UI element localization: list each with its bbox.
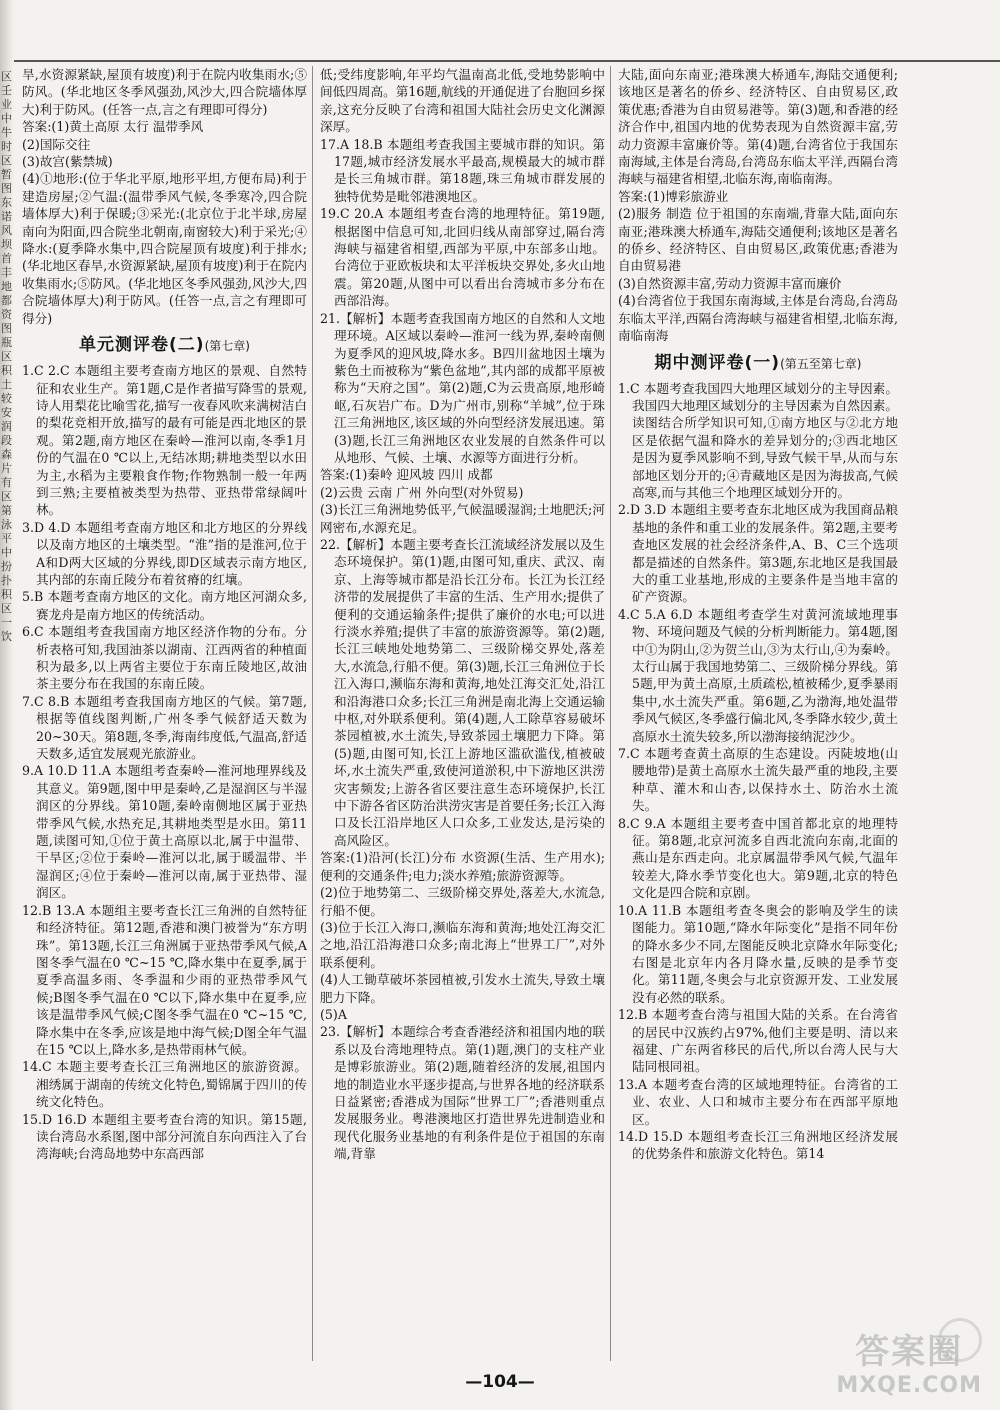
answer-text: (3)故宫(紫禁城) (22, 154, 113, 170)
section-title-text: 期中测评卷(一) (654, 352, 781, 373)
answer-text: (4)台湾省位于我国东南海域,主体是台湾岛,台湾岛东临太平洋,西隔台湾海峡与福建省相望,北临东海,南临南海 (618, 293, 898, 344)
answer-text: (2)国际交往 (22, 136, 91, 152)
section-title-range: (第七章) (204, 339, 250, 354)
page-gutter (0, 0, 14, 1410)
column-middle (320, 66, 605, 1361)
answer-item: 12.B 13.A 本题组主要考查长江三角洲的自然特征和经济特征。第12题,香港和澳门被誉为“东方明珠”。第13题,长江三角洲属于亚热带季风气候,A图冬季气温在0 ℃~15 ℃,降水集中在夏季,属于夏季高温多雨、冬季温和少雨的亚热带季风气候;B图冬季气温在0 ℃以下,降水集中在夏季,应该是温带季风气候;C图冬季气温在0 ℃~15 ℃,降水集中在冬季,应该是地中海气候;D图全年气温在15 ℃以上,降水多,是热带雨林气候。 (22, 902, 307, 1057)
answer-item: 7.C 8.B 本题组考查我国南方地区的气候。第7题,根据等值线图判断,广州冬季气候舒适天数为20~30天。第8题,冬季,海南纬度低,气温高,舒适天数多,适宜发展观光旅游业。 (22, 693, 307, 762)
answer-item: 12.B 本题考查台湾与祖国大陆的关系。在台湾省的居民中汉族约占97%,他们主要是明、清以来福建、广东两省移民的后代,所以台湾人民与大陆同根同祖。 (618, 1007, 898, 1075)
gutter-text: 区壬业中牛时区暂图东诺风坝首丰地都资图瓶区积土较安润段森片有区第泳平中扮扑积区一饮 (1, 70, 12, 643)
answer-text: (2)服务 制造 位于祖国的东南端,背靠大陆,面向东南亚;港珠澳大桥通车,海陆交通便利;该地区是著名的侨乡、经济特区、自由贸易区,政策优惠;香港为自由贸易港 (618, 206, 898, 274)
answer-item: 22.【解析】本题主要考查长江流域经济发展以及生态环境保护。第(1)题,由图可知,重庆、武汉、南京、上海等城市都是沿长江分布。长江为长江经济带的发展提供了丰富的生活、生产用水;提供了便利的交通运输条件;提供了廉价的水电;可以进行淡水养殖;提供了丰富的旅游资源等。第(2)题,长江三峡地处地势第二、三级阶梯交界处,落差大,水流急,行船不便。第(3)题,长江三角洲位于长江入海口,濒临东海和黄海,地处江海交汇处,沿江和沿海港口众多;长江三角洲是南北海上交通运输中枢,对外联系便利。第(4)题,人工除草容易破坏茶园植被,水土流失,导致茶园土壤肥力下降。第(5)题,由图可知,长江上游地区滥砍滥伐,植被破坏,水土流失严重,致使河道淤积,中下游地区洪涝灾害频发;上游各省区要注意生态环境保护,长江中下游各省区防治洪涝灾害是首要任务;长江入海口及长江沿岸地区人口众多,工业发达,是污染的高风险区。 (320, 536, 605, 848)
answer-item: 1.C 本题考查我国四大地理区域划分的主导因素。我国四大地理区域划分的主导因素为自然因素。读图结合所学知识可知,①南方地区与②北方地区是依据气温和降水的差异划分的;③西北地区是因为夏季风影响不到,导致气候干旱,从而与东部地区划分开的;④青藏地区是因为海拔高,气候高寒,而与其他三个地理区域划分开的。 (618, 380, 898, 500)
column-divider (610, 66, 611, 1361)
answer-item: 19.C 20.A 本题组考查台湾的地理特征。第19题,根据图中信息可知,北回归线从南部穿过,隔台湾海峡与福建省相望,西部为平原,中东部多山地。台湾位于亚欧板块和太平洋板块交界处,多火山地震。第20题,从图中可以看出台湾城市多分布在西部沿海。 (320, 206, 605, 309)
answer-text: 低;受纬度影响,年平均气温南高北低,受地势影响中间低四周高。第16题,航线的开通促进了台胞回乡探亲,这充分反映了台湾和祖国大陆社会历史文化渊源深厚。 (320, 67, 605, 135)
answer-text: 旱,水资源紧缺,屋顶有坡度)利于在院内收集雨水;⑤防风。(华北地区冬季风强劲,风沙大,四合院墙体厚大)利于防风。(任答一点,言之有理即可得分) (22, 67, 307, 117)
watermark-url: MXQE.COM (836, 1373, 982, 1398)
answer-text: 答案:(1)博彩旅游业 (618, 188, 729, 204)
section-title-range: (第五至第七章) (780, 356, 862, 371)
answer-item: 15.D 16.D 本题组主要考查台湾的知识。第15题,读台湾岛水系图,图中部分河流自东向西注入了台湾海峡;台湾岛地势中东高西部 (22, 1111, 307, 1162)
answer-item: 2.D 3.D 本题组主要考查东北地区成为我国商品粮基地的条件和重工业的发展条件。第2题,主要考查地区发展的社会经济条件,A、B、C三个选项都是描述的自然条件。第3题,东北地区是我国最大的重工业基地,形成的主要条件是当地丰富的矿产资源。 (618, 502, 898, 605)
answer-item: 8.C 9.A 本题组主要考查中国首都北京的地理特征。第8题,北京河流多自西北流向东南,北面的燕山是东西走向。北京属温带季风气候,气温年较差大,降水季节变化也大。第9题,北京的特色文化是四合院和京剧。 (618, 815, 898, 901)
watermark-logo: 答案圈 (855, 1332, 964, 1372)
answer-item: 7.C 本题考查黄土高原的生态建设。丙陡坡地(山腰地带)是黄土高原水土流失最严重的地段,主要种草、灌木和山杏,以保持水土、防治水土流失。 (618, 746, 898, 814)
answer-text: (3)位于长江入海口,濒临东海和黄海;地处江海交汇之地,沿江沿海港口众多;南北海上“世界工厂”,对外联系便利。 (320, 919, 605, 970)
answer-item: 14.C 本题主要考查长江三角洲地区的旅游资源。湘绣属于湖南的传统文化特色,蜀锦属于四川的传统文化特色。 (22, 1059, 307, 1110)
answer-item: 5.B 本题考查南方地区的文化。南方地区河湖众多,赛龙舟是南方地区的传统活动。 (22, 589, 307, 622)
top-rule (14, 60, 1000, 62)
section-title-text: 单元测评卷(二) (79, 335, 205, 356)
answer-text: 答案:(1)沿河(长江)分布 水资源(生活、生产用水);便利的交通条件;电力;淡水养殖;旅游资源等。 (320, 850, 605, 883)
answer-text: (4)①地形:(位于华北平原,地形平坦,方便布局)利于建造房屋;②气温:(温带季风气候,冬季寒冷,四合院墙体厚大)利于保暖;③采光:(北京位于北半球,房屋南向为阳面,四合院坐北朝南,南窗较大)利于采光;④降水:(夏季降水集中,四合院屋顶有坡度)利于排水;(华北地区春旱,水资源紧缺,屋顶有坡度)利于在院内收集雨水;⑤防风。(华北地区冬季风强劲,风沙大,四合院墙体厚大)利于防风。(任答一点,言之有理即可得分) (22, 171, 307, 326)
answer-text: 答案:(1)秦岭 迎风坡 四川 成都 (320, 467, 493, 483)
column-divider (312, 66, 313, 1361)
section-title (22, 333, 307, 358)
answer-text: (5)A (320, 1006, 347, 1022)
answer-item: 4.C 5.A 6.D 本题组考查学生对黄河流域地理事物、环境问题及气候的分析判断能力。第4题,图中①为阴山,②为贺兰山,③为太行山,④为秦岭。太行山属于我国地势第二、三级阶梯分界线。第5题,甲为黄土高原,土质疏松,植被稀少,夏季暴雨集中,水土流失严重。第6题,乙为渤海,地处温带季风气候区,冬季盛行偏北风,冬季降水较少,黄土高原水土流失较多,所以渤海接纳泥沙少。 (618, 606, 898, 744)
answer-item: 23.【解析】本题综合考查香港经济和祖国内地的联系以及台湾地理特点。第(1)题,澳门的支柱产业是博彩旅游业。第(2)题,随着经济的发展,祖国内地的制造业水平逐步提高,与世界各地的经济联系日益紧密;香港成为国际“世界工厂”;香港则重点发展服务业。粤港澳地区打造世界先进制造业和现代化服务业基地的有利条件是位于祖国的东南端,背靠 (320, 1024, 605, 1162)
answer-item: 10.A 11.B 本题组考查冬奥会的影响及学生的读图能力。第10题,“降水年际变化”是指不同年份的降水多少不同,左图能反映北京降水年际变化;右图是北京年内各月降水量,反映的是季节变化。第11题,冬奥会与北京资源开发、工业发展没有必然的联系。 (618, 902, 898, 1005)
answer-text: (3)自然资源丰富,劳动力资源丰富而廉价 (618, 275, 842, 291)
answer-item: 6.C 本题组考查我国南方地区经济作物的分布。分析表格可知,我国油茶以湖南、江西两省的种植面积为最多,以上两省主要位于东南丘陵地区,故油茶主要分布在我国的东南丘陵。 (22, 624, 307, 692)
answer-item: 9.A 10.D 11.A 本题组考查秦岭—淮河地理界线及其意义。第9题,图中甲是秦岭,乙是湿润区与半湿润区的分界线。第10题,秦岭南侧地区属于亚热带季风气候,水热充足,其耕地类型是水田。第11题,读图可知,①位于黄土高原以北,属于中温带、干旱区;②位于秦岭—淮河以北,属于暖温带、半湿润区;④位于秦岭—淮河以南,属于亚热带、湿润区。 (22, 763, 307, 901)
answer-text: 答案:(1)黄土高原 太行 温带季风 (22, 119, 204, 135)
section-title (618, 351, 898, 376)
answer-text: (2)位于地势第二、三级阶梯交界处,落差大,水流急,行船不便。 (320, 885, 605, 918)
answer-item: 3.D 4.D 本题组考查南方地区和北方地区的分界线以及南方地区的土壤类型。“淮”指的是淮河,位于A和D两大区域的分界线,即D区域表示南方地区,其内部的东南丘陵分布着贫瘠的红壤。 (22, 519, 307, 587)
answer-item: 21.【解析】本题考查我国南方地区的自然和人文地理环境。A区域以秦岭—淮河一线为界,秦岭南侧为夏季风的迎风坡,降水多。B四川盆地因土壤为紫色土而被称为“紫色盆地”,其内部的成都平原被称为“天府之国”。第(2)题,C为云贵高原,地形崎岖,石灰岩广布。D为广州市,别称“羊城”,位于珠江三角洲地区,该区域的外向型经济发展迅速。第(3)题,长江三角洲地区农业发展的自然条件可以从地形、气候、土壤、水源等方面进行分析。 (320, 310, 605, 465)
page-number: —104— (465, 1372, 535, 1392)
answer-text: (3)长江三角洲地势低平,气候温暖湿润;土地肥沃;河网密布,水源充足。 (320, 502, 605, 535)
column-left (22, 66, 307, 1361)
answer-item: 17.A 18.B 本题组考查我国主要城市群的知识。第17题,城市经济发展水平最高,规模最大的城市群是长三角城市群。第18题,珠三角城市群发展的独特优势是毗邻港澳地区。 (320, 136, 605, 204)
answer-text: (4)人工锄草破坏茶园植被,引发水土流失,导致土壤肥力下降。 (320, 972, 605, 1005)
answer-text: (2)云贵 云南 广州 外向型(对外贸易) (320, 484, 524, 500)
answer-item: 14.D 15.D 本题组考查长江三角洲地区经济发展的优势条件和旅游文化特色。第14 (618, 1128, 898, 1162)
watermark (836, 1324, 982, 1398)
answer-item: 13.A 本题考查台湾的区域地理特征。台湾省的工业、农业、人口和城市主要分布在西部平原地区。 (618, 1076, 898, 1127)
answer-item: 1.C 2.C 本题组主要考查南方地区的景观、自然特征和农业生产。第1题,C是作者描写降雪的景观,诗人用梨花比喻雪花,描写一夜春风吹来满树洁白的梨花竞相开放,描写的最有可能是西北地区的景观。第2题,南方地区在秦岭—淮河以南,冬季1月份的气温在0 ℃以上,无结冰期;耕地类型以水田为主,水稻为主要粮食作物;作物熟制一般一年两到三熟;主要植被类型为热带、亚热带常绿阔叶林。 (22, 363, 307, 518)
column-right (618, 66, 898, 1361)
answer-text: 大陆,面向东南亚;港珠澳大桥通车,海陆交通便利;该地区是著名的侨乡、经济特区、自由贸易区,政策优惠;香港为自由贸易港等。第(3)题,和香港的经济合作中,祖国内地的优势表现为自然资源丰富,劳动力资源丰富廉价等。第(4)题,台湾省位于我国东南海域,主体是台湾岛,台湾岛东临太平洋,西隔台湾海峡与福建省相望,北临东海,南临南海。 (618, 67, 898, 187)
